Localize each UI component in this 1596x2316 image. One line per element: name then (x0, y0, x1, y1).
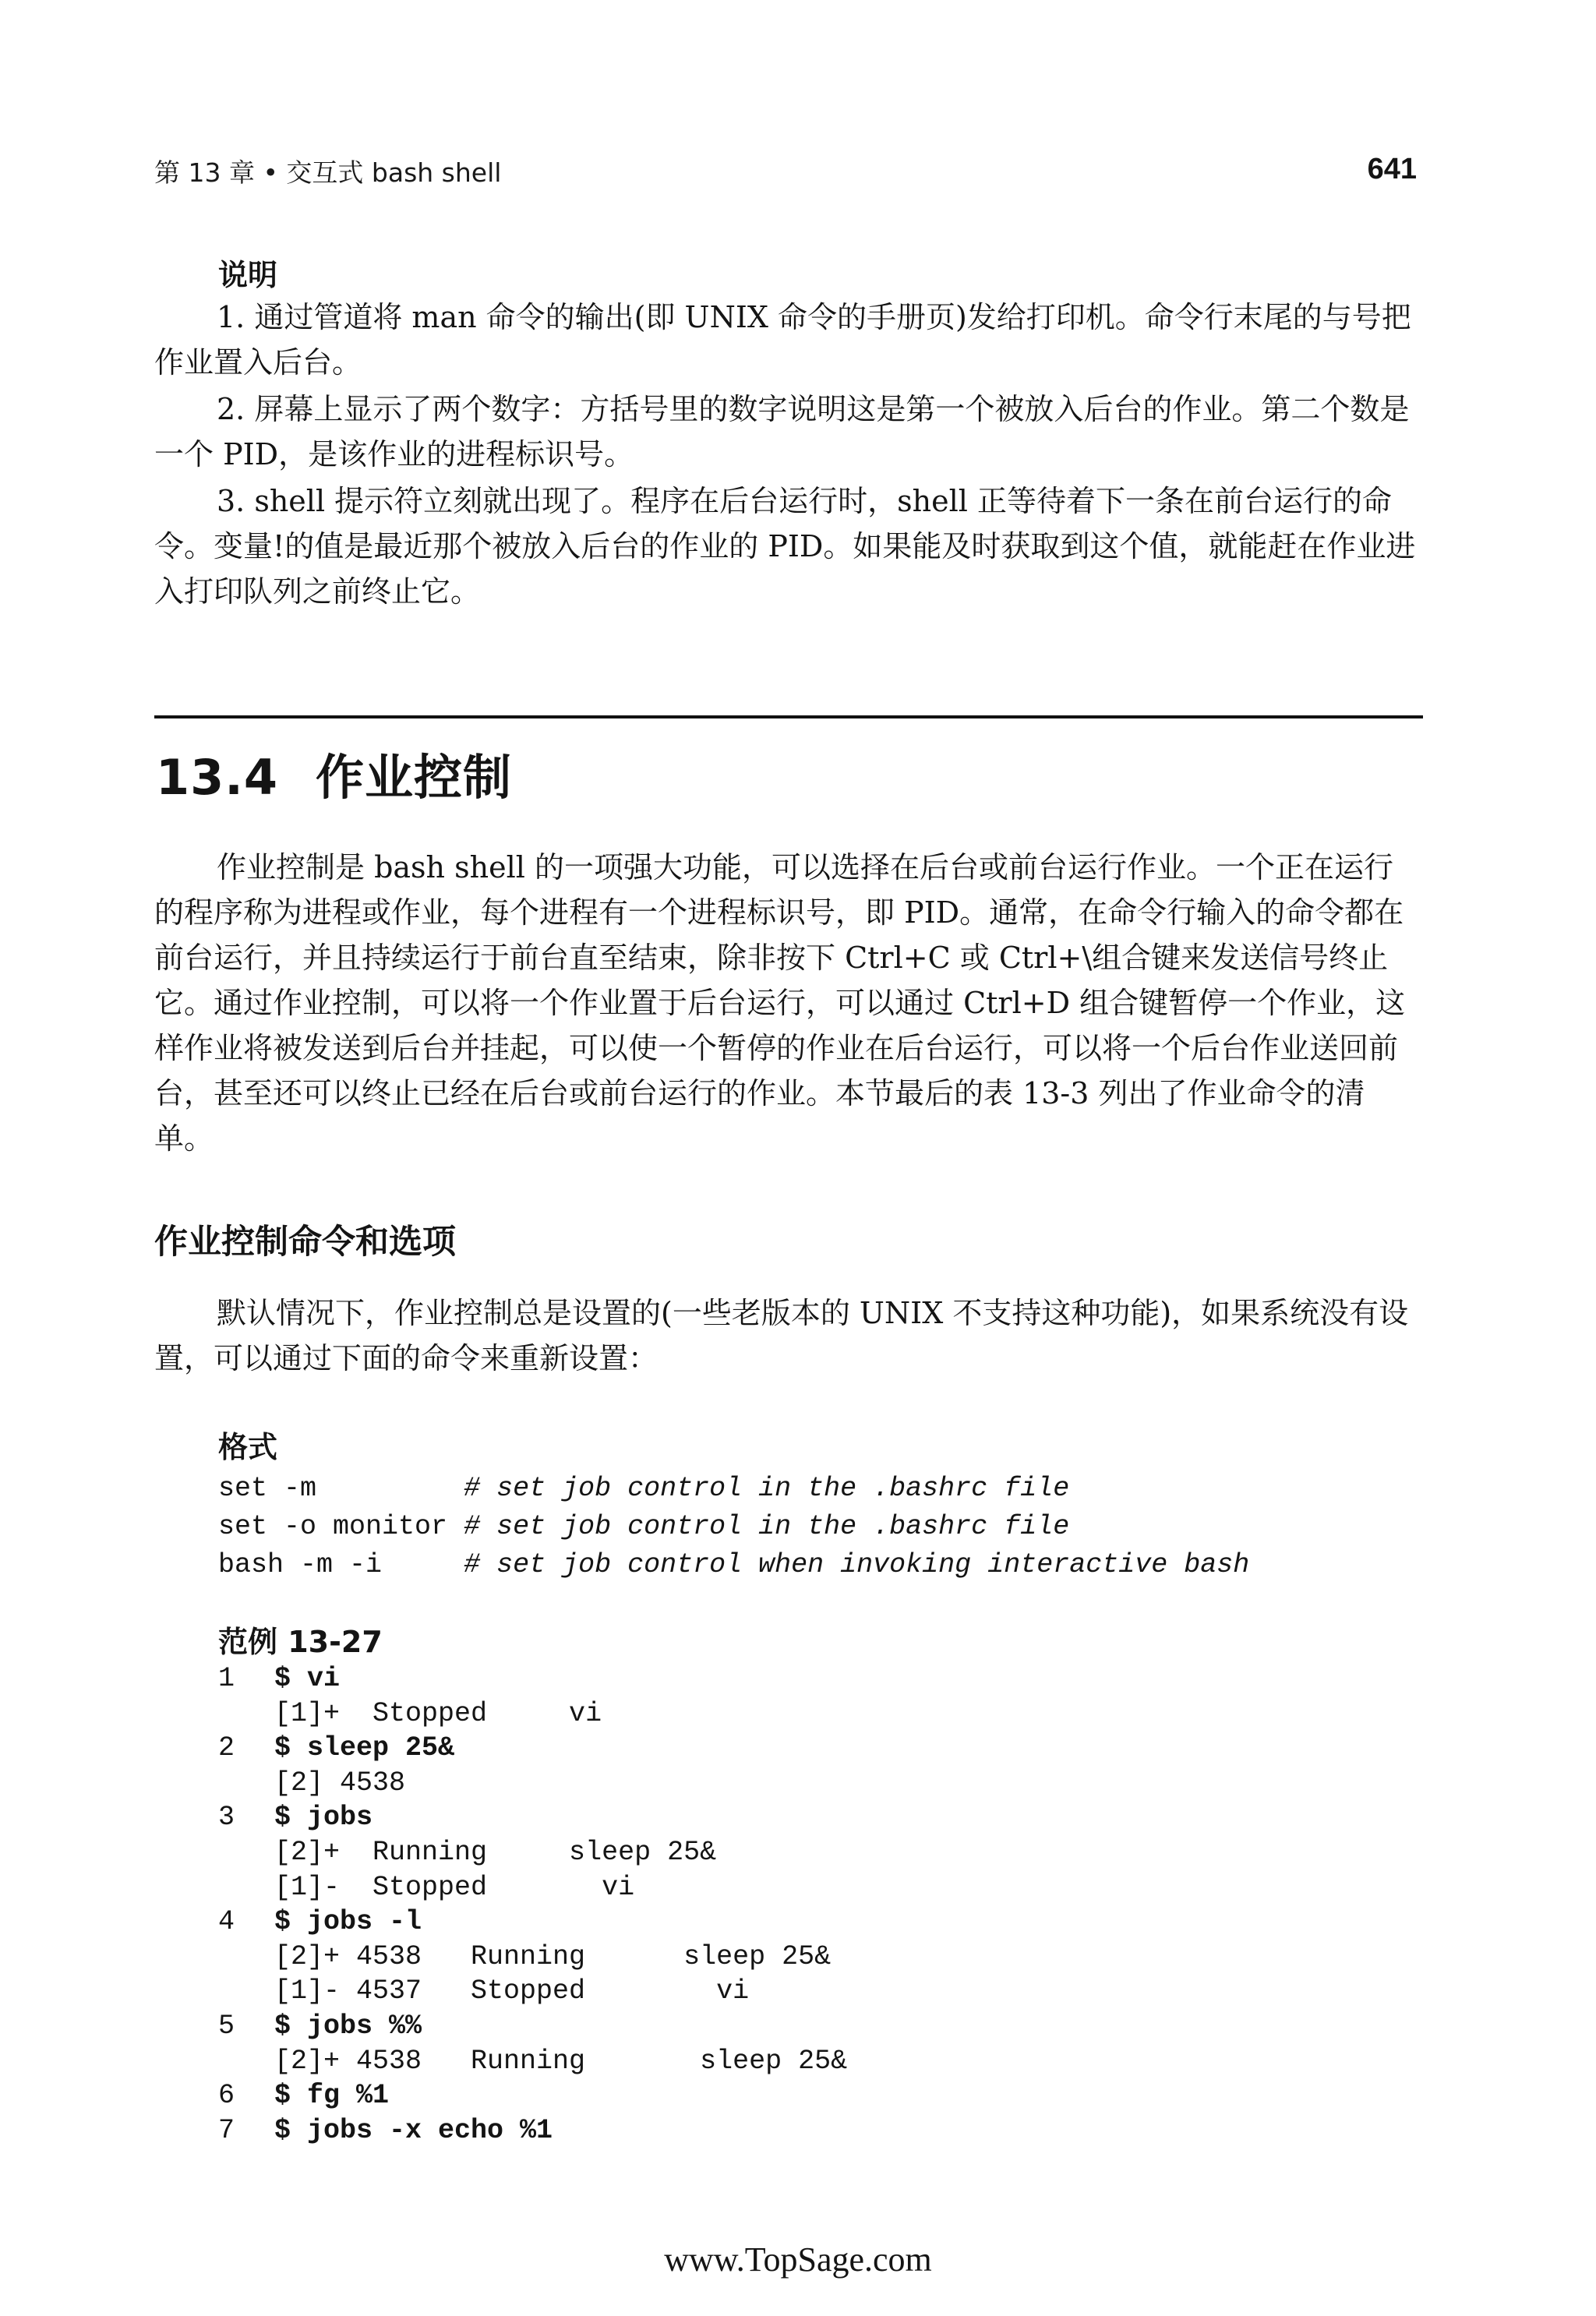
section-divider (154, 715, 1423, 718)
running-head: 第 13 章 • 交互式 bash shell (154, 157, 502, 188)
format-comment: # set job control when invoking interactive bash (464, 1549, 1250, 1580)
subsection-body (154, 1290, 1417, 1381)
line-number: 6 (218, 2080, 235, 2112)
format-command: bash -m -i (218, 1549, 448, 1580)
note-list (154, 295, 1417, 616)
note-item: 1. 通过管道将 man 命令的输出(即 UNIX 命令的手册页)发给打印机。命令行末尾的与号把作业置入后台。 (154, 300, 1411, 380)
line-number: 3 (218, 1802, 235, 1834)
format-command: set -m (218, 1473, 448, 1504)
footer-url: www.TopSage.com (664, 2240, 932, 2279)
subsection-heading: 作业控制命令和选项 (154, 1223, 456, 1262)
line-text: $ jobs (274, 1802, 373, 1834)
line-text: [2]+ Running sleep 25& (274, 1836, 717, 1868)
line-text: $ sleep 25& (274, 1732, 455, 1764)
format-comment: # set job control in the .bashrc file (464, 1473, 1070, 1504)
line-number: 5 (218, 2010, 235, 2042)
section-number: 13.4 (156, 749, 278, 806)
line-text: [2]+ 4538 Running sleep 25& (274, 2045, 848, 2077)
line-text: [1]- 4537 Stopped vi (274, 1975, 750, 2007)
line-number: 7 (218, 2114, 235, 2146)
format-label: 格式 (218, 1430, 278, 1464)
line-text: [1]- Stopped vi (274, 1871, 635, 1903)
line-text: $ jobs -x echo %1 (274, 2114, 553, 2146)
line-text: $ vi (274, 1663, 341, 1694)
format-line (218, 1546, 1249, 1584)
intro-paragraph: 作业控制是 bash shell 的一项强大功能，可以选择在后台或前台运行作业。一个正在运行的程序称为进程或作业，每个进程有一个进程标识号，即 PID。通常，在命令行输入的命令都在前台运行，并且持续运行于前台直至结束，除非按下 Ctrl+C 或 Ctrl+\组合键来发送信号终止它。通过作业控制，可以将一个作业置于后台运行，可以通过 Ctrl+D 组合键暂停一个作业，这样作业将被发送到后台并挂起，可以使一个暂停的作业在后台运行，可以将一个后台作业送回前台，甚至还可以终止已经在后台或前台运行的作业。本节最后的表 13-3 列出了作业命令的清单。 (154, 850, 1406, 1156)
line-text: [2] 4538 (274, 1767, 406, 1799)
note-item: 3. shell 提示符立刻就出现了。程序在后台运行时，shell 正等待着下一条在前台运行的命令。变量!的值是最近那个被放入后台的作业的 PID。如果能及时获取到这个值，就能赶在作业进入打印队列之前终止它。 (154, 484, 1416, 609)
line-text: $ jobs -l (274, 1906, 422, 1938)
line-text: $ jobs %% (274, 2010, 422, 2042)
format-comment: # set job control in the .bashrc file (464, 1511, 1070, 1542)
section-title: 作业控制 (315, 749, 512, 806)
line-text: [1]+ Stopped vi (274, 1697, 602, 1729)
line-number: 2 (218, 1732, 235, 1764)
note-heading: 说明 (218, 258, 278, 292)
line-text: $ fg %1 (274, 2080, 390, 2112)
line-text: [2]+ 4538 Running sleep 25& (274, 1940, 832, 1972)
section-intro (154, 845, 1417, 1161)
example-label: 范例 13-27 (218, 1625, 383, 1659)
format-code-block (218, 1470, 1249, 1584)
note-item: 2. 屏幕上显示了两个数字：方括号里的数字说明这是第一个被放入后台的作业。第二个数是一个 PID，是该作业的进程标识号。 (154, 392, 1410, 471)
format-line (218, 1508, 1249, 1546)
section-heading (156, 739, 512, 808)
line-number: 1 (218, 1663, 235, 1694)
page-header (154, 153, 1417, 192)
page-number: 641 (1367, 153, 1417, 185)
subsection-paragraph: 默认情况下，作业控制总是设置的(一些老版本的 UNIX 不支持这种功能)，如果系统没有设置，可以通过下面的命令来重新设置： (154, 1296, 1409, 1375)
format-line (218, 1470, 1249, 1508)
line-number: 4 (218, 1906, 235, 1938)
format-command: set -o monitor (218, 1511, 448, 1542)
